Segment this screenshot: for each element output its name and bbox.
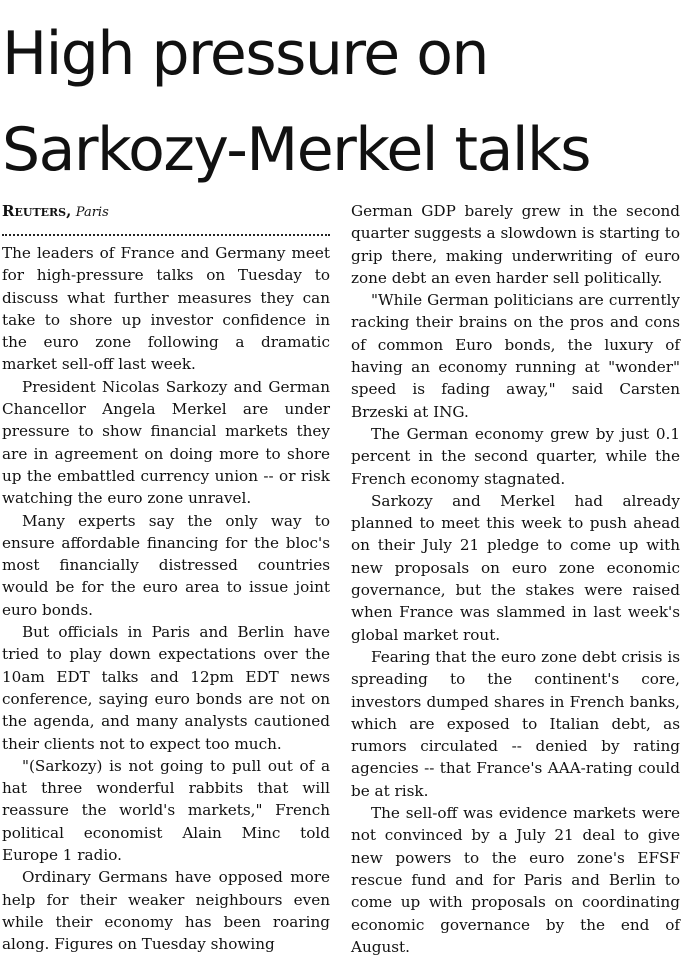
article-paragraph: Sarkozy and Merkel had already planned to meet this week to push ahead on their July 21 pledge to come up with new proposals on euro zone economic governance, but the stakes were raised when France was slammed in last week's global market rout. [351,491,680,644]
article-paragraph: The leaders of France and Germany meet for high-pressure talks on Tuesday to discuss what further measures they can take to shore up investor confidence in the euro zone following a dramatic market sell-off last week. [2,244,330,374]
byline [2,200,330,222]
right-column [351,200,680,958]
article-paragraph: President Nicolas Sarkozy and German Chancellor Angela Merkel are under pressure to show financial markets they are in agreement on doing more to shore up the embattled currency union -- or risk watching the euro zone unravel. [2,377,330,508]
article-paragraph-continued: German GDP barely grew in the second quarter suggests a slowdown is starting to grip there, making underwriting of euro zone debt an even harder sell politically. [351,202,680,287]
left-column [2,200,330,956]
byline-divider [2,222,330,236]
article-paragraph: Ordinary Germans have opposed more help for their weaker neighbours even while their economy has been roaring along. Figures on Tuesday showing [2,868,330,954]
article-paragraph: "(Sarkozy) is not going to pull out of a hat three wonderful rabbits that will reassure the world's markets," French political economist Alain Minc told Europe 1 radio. [2,756,330,865]
headline-line-1: High pressure on [2,19,488,89]
article-paragraph: The German economy grew by just 0.1 percent in the second quarter, while the French economy stagnated. [351,424,680,488]
article-paragraph: Fearing that the euro zone debt crisis is spreading to the continent's core, investors dumped shares in French banks, which are exposed to Italian debt, as rumors circulated -- denied by rating agencies -- that France's AAA-rating could be at risk. [351,647,680,800]
headline-line-2: Sarkozy-Merkel talks [2,115,591,185]
article-paragraph: "While German politicians are currently racking their brains on the pros and cons of common Euro bonds, the luxury of having an economy running at "wonder" speed is fading away," said Carsten Brzeski at ING. [351,291,680,421]
article-paragraph: But officials in Paris and Berlin have tried to play down expectations over the 10am EDT talks and 12pm EDT news conference, saying euro bonds are not on the agenda, and many analysts cautioned their clients not to expect too much. [2,623,330,753]
byline-location: Paris [75,205,109,220]
headline [2,6,682,198]
article-paragraph: Many experts say the only way to ensure affordable financing for the bloc's most financially distressed countries would be for the euro area to issue joint euro bonds. [2,511,330,619]
article-paragraph: The sell-off was evidence markets were not convinced by a July 21 deal to give new powers to the euro zone's EFSF rescue fund and for Paris and Berlin to come up with proposals on coordinating economic governance by the end of August. [351,804,680,956]
byline-agency: Reuters, [2,202,72,220]
